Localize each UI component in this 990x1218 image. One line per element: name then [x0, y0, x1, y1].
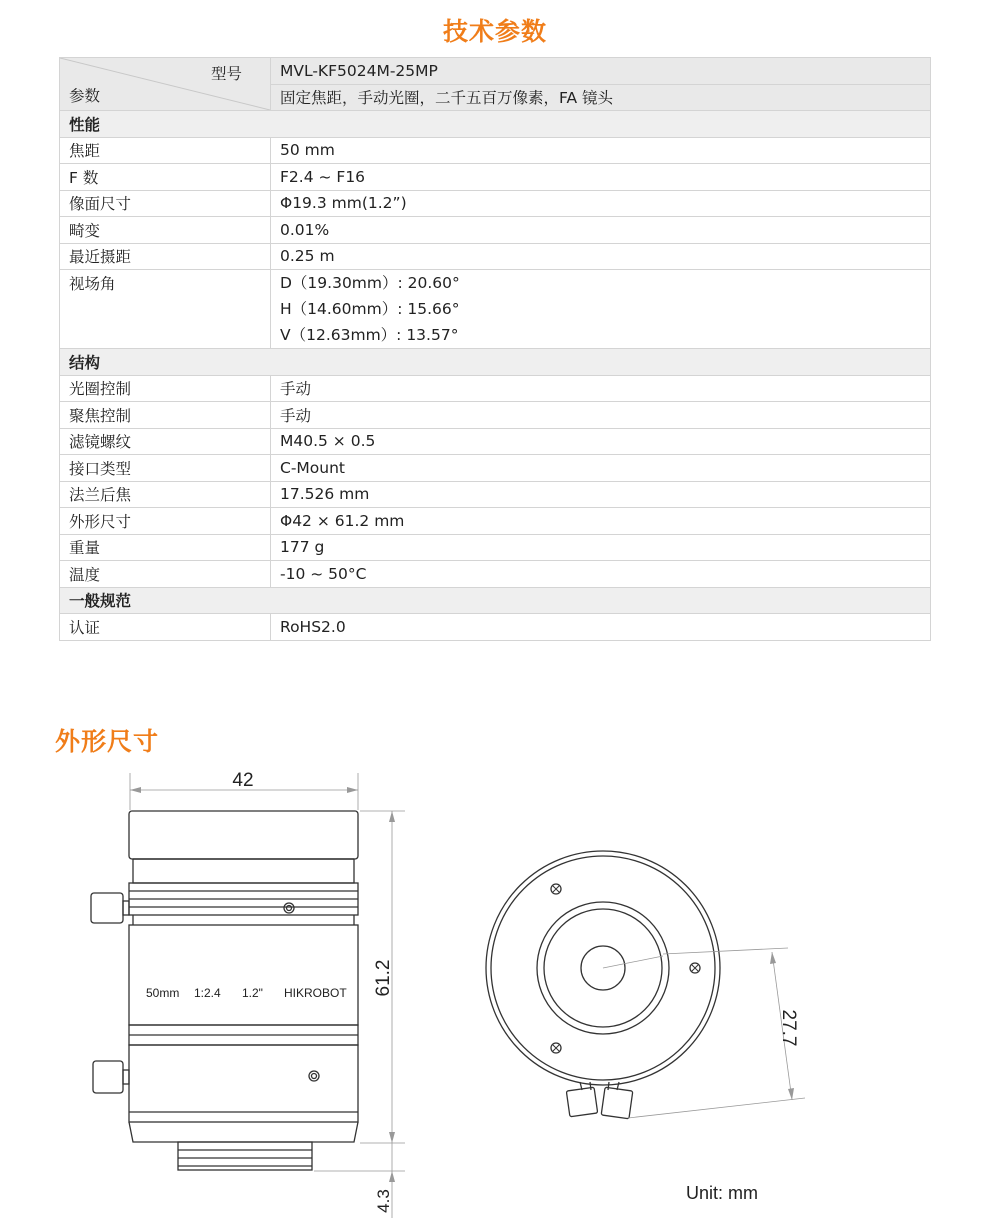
row-value: 手动 — [271, 375, 931, 402]
row-value: 0.25 m — [271, 243, 931, 270]
model-label: 型号 — [210, 65, 242, 83]
row-label: 法兰后焦 — [60, 481, 271, 508]
row-label: 像面尺寸 — [60, 190, 271, 217]
row-label: 视场角 — [60, 270, 271, 349]
row-value: C-Mount — [271, 455, 931, 482]
row-label: 温度 — [60, 561, 271, 588]
section-label: 性能 — [60, 111, 931, 138]
spec-title: 技术参数 — [442, 17, 547, 46]
section-general — [60, 587, 931, 614]
row-temperature — [60, 561, 931, 588]
row-value — [271, 270, 931, 349]
row-weight — [60, 534, 931, 561]
description-value: 固定焦距，手动光圈，二千五百万像素，FA 镜头 — [271, 84, 931, 111]
lens-brand-text: HIKROBOT — [284, 986, 347, 1000]
section-performance — [60, 111, 931, 138]
row-label: 聚焦控制 — [60, 402, 271, 429]
header-row-model — [60, 58, 931, 85]
row-value: 17.526 mm — [271, 481, 931, 508]
row-label: 重量 — [60, 534, 271, 561]
row-f-number — [60, 164, 931, 191]
row-distortion — [60, 217, 931, 244]
row-value: RoHS2.0 — [271, 614, 931, 641]
row-label: 光圈控制 — [60, 375, 271, 402]
row-label: 最近摄距 — [60, 243, 271, 270]
row-fov — [60, 270, 931, 349]
row-iris-control — [60, 375, 931, 402]
lens-format-text: 1.2" — [242, 986, 263, 1000]
row-value: M40.5 × 0.5 — [271, 428, 931, 455]
model-value: MVL-KF5024M-25MP — [271, 58, 931, 85]
row-flange — [60, 481, 931, 508]
row-label: 焦距 — [60, 137, 271, 164]
section-label: 结构 — [60, 349, 931, 376]
row-value: 0.01% — [271, 217, 931, 244]
row-value: Φ19.3 mm(1.2”) — [271, 190, 931, 217]
header-corner-cell — [60, 58, 271, 111]
param-label: 参数 — [69, 87, 101, 105]
spec-table — [59, 57, 931, 641]
dim-height-label: 61.2 — [373, 959, 394, 997]
dimension-title: 外形尺寸 — [55, 727, 160, 756]
dim-width-label: 42 — [232, 770, 254, 791]
row-mount — [60, 455, 931, 482]
fov-horizontal: H（14.60mm）: 15.66° — [280, 300, 460, 318]
section-label: 一般规范 — [60, 587, 931, 614]
row-value: 手动 — [271, 402, 931, 429]
row-image-size — [60, 190, 931, 217]
row-filter-thread — [60, 428, 931, 455]
row-label: 认证 — [60, 614, 271, 641]
unit-label: Unit: mm — [686, 1183, 758, 1203]
row-label: 畸变 — [60, 217, 271, 244]
row-value: 177 g — [271, 534, 931, 561]
row-certification — [60, 614, 931, 641]
side-view — [91, 773, 405, 1218]
row-dimensions — [60, 508, 931, 535]
dim-thread-label: 4.3 — [374, 1189, 393, 1213]
row-focus-control — [60, 402, 931, 429]
lens-aperture-text: 1:2.4 — [194, 986, 221, 1000]
lens-focal-text: 50mm — [146, 986, 180, 1000]
row-value: 50 mm — [271, 137, 931, 164]
row-value: F2.4 ~ F16 — [271, 164, 931, 191]
row-label: 接口类型 — [60, 455, 271, 482]
row-focal-length — [60, 137, 931, 164]
section-structure — [60, 349, 931, 376]
row-value: Φ42 × 61.2 mm — [271, 508, 931, 535]
fov-vertical: V（12.63mm）: 13.57° — [280, 326, 459, 344]
row-label: 滤镜螺纹 — [60, 428, 271, 455]
row-min-distance — [60, 243, 931, 270]
dim-offset-label: 27.7 — [778, 1009, 799, 1047]
fov-diagonal: D（19.30mm）: 20.60° — [280, 274, 460, 292]
row-label: 外形尺寸 — [60, 508, 271, 535]
row-label: F 数 — [60, 164, 271, 191]
front-view — [486, 851, 805, 1119]
row-value: -10 ~ 50°C — [271, 561, 931, 588]
